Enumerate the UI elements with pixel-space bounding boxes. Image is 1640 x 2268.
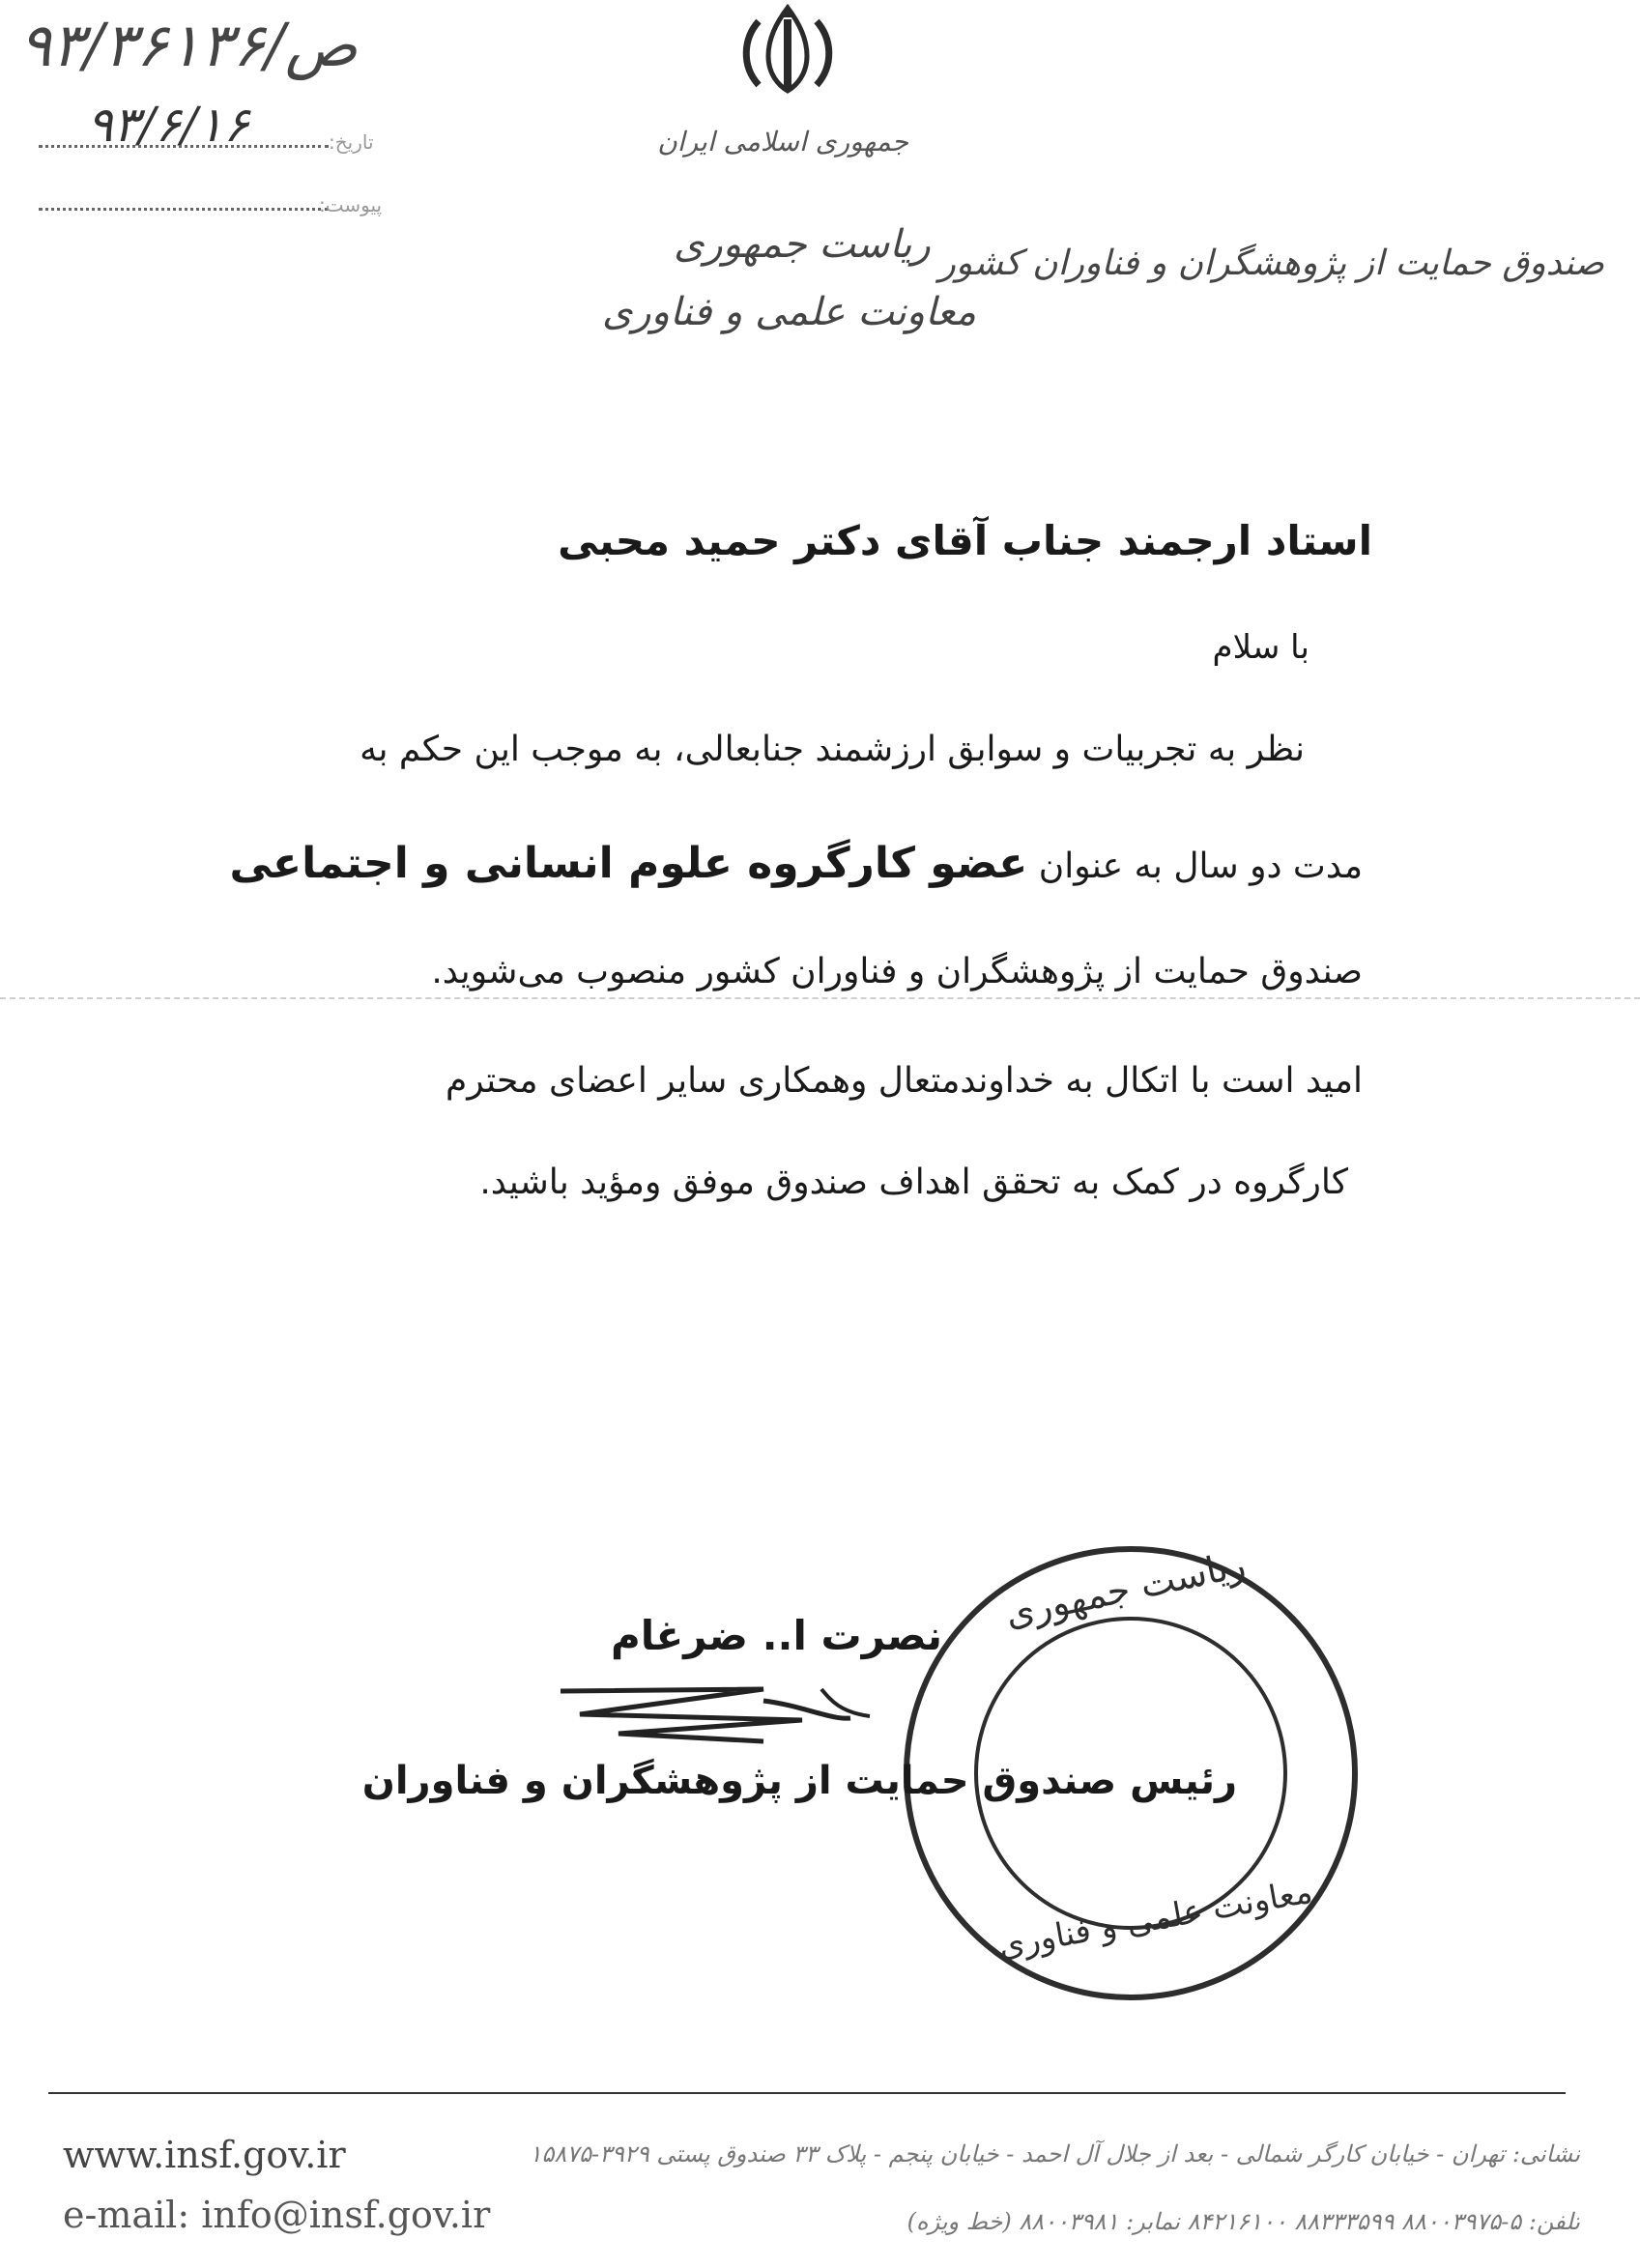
footer-email: e-mail: info@insf.gov.ir [63, 2194, 491, 2236]
footer-phones: تلفن: ۵-۸۸۰۰۳۹۷۵ ۸۸۳۳۳۵۹۹ ۸۴۲۱۶۱۰۰ نمابر: ۸۸۰۰۳۹۸۱ (خط ویژه) [906, 2208, 1580, 2235]
body-line-4: امید است با اتکال به خداوندمتعال وهمکاری سایر اعضای محترم [446, 1061, 1363, 1101]
handwritten-signature [541, 1681, 889, 1749]
greeting: با سلام [1212, 628, 1309, 667]
body-line-1: نظر به تجربیات و سوابق ارزشمند جنابعالی، به موجب این حکم به [360, 730, 1305, 769]
appointment-title: عضو کارگروه علوم انسانی و اجتماعی [229, 839, 1028, 888]
footer-address: نشانی: تهران - خیابان کارگر شمالی - بعد از جلال آل احمد - خیابان پنجم - پلاک ۳۳ صندوق پستی ۳۹۲۹-۱۵۸۷۵ [529, 2140, 1580, 2168]
date-dotted-line [39, 145, 329, 148]
body-line-2 [193, 839, 1363, 888]
presidency-title: ریاست جمهوری [674, 222, 931, 267]
attachment-dotted-line [39, 208, 329, 211]
body-line-5: کارگروه در کمک به تحقق اهداف صندوق موفق ومؤید باشید. [479, 1163, 1348, 1202]
footer-website: www.insf.gov.ir [63, 2134, 346, 2176]
stamp-top-text: ریاست جمهوری [1001, 1542, 1250, 1636]
body-line-2-prefix: مدت دو سال به عنوان [1038, 847, 1363, 886]
iran-emblem-icon [730, 2, 846, 99]
date-label: تاریخ: [329, 130, 374, 154]
signer-name: نصرت ا.. ضرغام [611, 1612, 942, 1659]
reference-date: ۹۳/۶/۱۶ [87, 97, 249, 153]
stamp-bottom-text: معاونت علمی و فناوری [995, 1872, 1316, 1967]
body-line-3: صندوق حمایت از پژوهشگران و فناوران کشور منصوب می‌شوید. [431, 952, 1363, 991]
footer-divider [48, 2092, 1566, 2094]
organization-name: صندوق حمایت از پژوهشگران و فناوران کشور [938, 244, 1604, 283]
attachment-label: پیوست: [319, 193, 383, 216]
signer-title: رئیس صندوق حمایت از پژوهشگران و فناوران [361, 1759, 1237, 1803]
vice-presidency-title: معاونت علمی و فناوری [602, 290, 976, 334]
reference-number: ۹۳/ص/۳۶۱۳۶ [19, 10, 358, 80]
paper-fold-line [0, 997, 1640, 999]
addressee: استاد ارجمند جناب آقای دکتر حمید محبی [558, 517, 1372, 564]
republic-title: جمهوری اسلامی ایران [657, 126, 908, 158]
